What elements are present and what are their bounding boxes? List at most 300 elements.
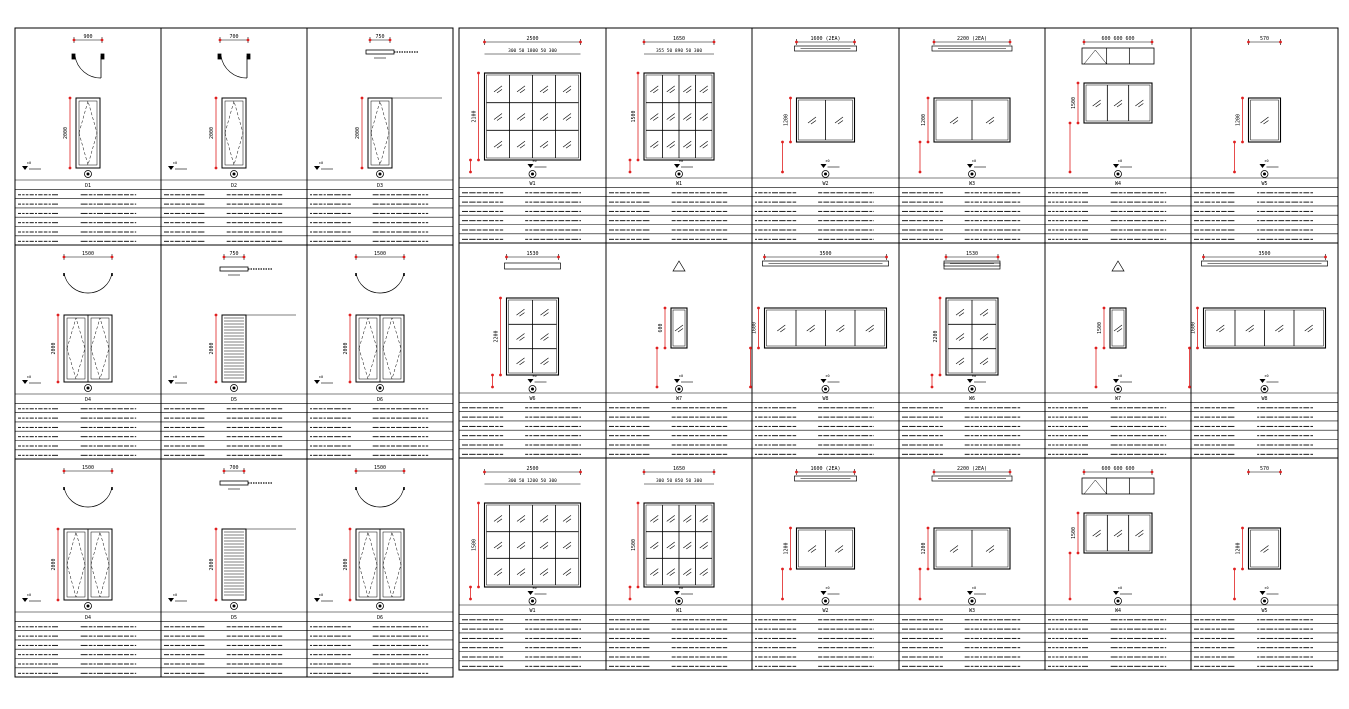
- tag-dot: [678, 173, 681, 176]
- swing-indicator: [225, 101, 243, 165]
- schedule-table: [1191, 178, 1338, 243]
- glass-mark: [650, 114, 658, 120]
- door-swing: [75, 56, 101, 78]
- glass-mark: [983, 337, 988, 341]
- level-marker: [674, 374, 693, 383]
- glass-mark: [544, 313, 549, 317]
- glass-mark: [1219, 329, 1224, 333]
- dimension-point: [215, 599, 218, 602]
- glass-mark: [686, 145, 691, 149]
- glass-mark: [494, 569, 502, 575]
- window-cell-border: [752, 243, 899, 458]
- window-cell: [752, 28, 899, 243]
- dimension-point: [1202, 256, 1205, 259]
- level-marker: [967, 159, 986, 168]
- dimension-point: [919, 171, 922, 174]
- dimension-point: [499, 297, 502, 300]
- level-triangle: [528, 591, 534, 595]
- dimension-label: 700: [229, 34, 239, 40]
- dimension-point: [579, 41, 582, 44]
- window-cell: [899, 243, 1045, 458]
- glass-mark: [670, 519, 675, 523]
- level-triangle: [821, 379, 827, 383]
- glass-mark: [700, 542, 708, 548]
- level-triangle: [674, 379, 680, 383]
- glass-mark: [517, 86, 525, 92]
- dimension-point: [355, 256, 358, 259]
- jamb: [72, 54, 75, 59]
- dimension-point: [219, 39, 222, 42]
- dimension-point: [713, 41, 716, 44]
- glass-mark: [1264, 121, 1269, 125]
- tag-dot: [678, 388, 681, 391]
- level-triangle: [1113, 591, 1119, 595]
- dimension-point: [63, 256, 66, 259]
- glass-mark: [517, 515, 525, 521]
- window-cell-border: [606, 243, 752, 458]
- dimension-label: 2200 (2EA): [956, 466, 988, 472]
- schedule-table: [15, 394, 161, 459]
- glass-mark: [653, 519, 658, 523]
- glass-mark: [497, 519, 502, 523]
- window-sheet-border: [459, 28, 1338, 670]
- glass-mark: [566, 145, 571, 149]
- dimension-label: 2200: [493, 330, 500, 343]
- dimension-point: [349, 314, 352, 317]
- glass-mark: [543, 145, 548, 149]
- dimension-point: [477, 586, 480, 589]
- dimension-point: [1241, 568, 1244, 571]
- glass-mark: [517, 141, 525, 147]
- glass-mark: [807, 325, 815, 331]
- window-cell: [606, 243, 752, 458]
- plan-sill: [505, 263, 561, 269]
- dimension-label: 1200: [783, 113, 790, 127]
- glass-mark: [653, 546, 658, 550]
- schedule-table: [899, 605, 1045, 670]
- glass-mark: [520, 89, 525, 93]
- dimension-point: [1188, 386, 1191, 389]
- schedule-table: [307, 394, 453, 459]
- tag-dot: [233, 173, 236, 176]
- dimension-label: 1600 (2EA): [810, 36, 841, 42]
- door-panel: [67, 532, 85, 597]
- dimension-point: [1103, 307, 1106, 310]
- swing-indicator: [359, 318, 377, 379]
- level-label: ±0: [318, 375, 324, 379]
- dimension-point: [1069, 122, 1072, 125]
- door-cell: [15, 245, 161, 459]
- level-marker: [821, 159, 840, 168]
- glass-mark: [686, 89, 691, 93]
- dimension-label: 2000: [343, 342, 349, 355]
- level-marker: [1260, 374, 1279, 383]
- level-triangle: [168, 380, 174, 384]
- glass-mark: [777, 325, 785, 331]
- schedule-title: W5: [1261, 607, 1268, 614]
- dimension-point: [749, 347, 752, 350]
- dimension-point: [557, 256, 560, 259]
- dimension-point: [57, 599, 60, 602]
- schedule-title: W2: [822, 607, 829, 614]
- window-cell: [459, 458, 606, 670]
- window-cell: [752, 458, 899, 670]
- dimension-point: [247, 39, 250, 42]
- window-cell: [749, 243, 899, 458]
- door-swing: [356, 487, 380, 507]
- glass-mark: [563, 114, 571, 120]
- glass-mark: [700, 86, 708, 92]
- glass-mark: [950, 117, 958, 123]
- glass-mark: [520, 117, 525, 121]
- glass-mark: [540, 141, 548, 147]
- level-triangle: [1260, 591, 1266, 595]
- glass-mark: [517, 114, 525, 120]
- glass-mark: [686, 519, 691, 523]
- glass-mark: [650, 141, 658, 147]
- dimension-point: [927, 527, 930, 530]
- dimension-label: 1600: [1190, 321, 1197, 335]
- dimension-point: [1241, 527, 1244, 530]
- bay-plan: [1082, 478, 1154, 494]
- dimension-point: [215, 97, 218, 100]
- door-cell: [307, 459, 453, 677]
- glass-mark: [497, 572, 502, 576]
- dimension-point: [656, 386, 659, 389]
- dimension-point: [781, 568, 784, 571]
- dimension-point: [637, 72, 640, 75]
- glass-mark: [520, 519, 525, 523]
- glass-mark: [683, 86, 691, 92]
- glass-mark: [563, 569, 571, 575]
- dimension-label: 3500: [1258, 251, 1271, 257]
- glass-mark: [683, 141, 691, 147]
- dimension-point: [1241, 141, 1244, 144]
- schedule-title: W4: [1114, 180, 1122, 187]
- glass-mark: [1096, 534, 1101, 538]
- sub-dimension-label: 355 50 890 50 300: [655, 49, 703, 54]
- glass-mark: [517, 569, 525, 575]
- dimension-label: 2000: [51, 558, 57, 571]
- dimension-label: 1200: [921, 542, 927, 555]
- dimension-point: [369, 39, 372, 42]
- door-sheet-border: [15, 28, 453, 677]
- glass-mark: [497, 117, 502, 121]
- glass-mark: [1117, 329, 1122, 333]
- level-triangle: [22, 380, 28, 384]
- glass-mark: [808, 117, 816, 123]
- dimension-point: [215, 381, 218, 384]
- glass-mark: [563, 515, 571, 521]
- glass-mark: [983, 313, 988, 317]
- glass-mark: [667, 542, 675, 548]
- schedule-title: W5: [1261, 180, 1268, 187]
- level-triangle: [1260, 164, 1266, 168]
- door-swing: [380, 487, 404, 507]
- dimension-point: [939, 297, 942, 300]
- glass-mark: [869, 329, 874, 333]
- tag-dot: [678, 600, 681, 603]
- window-cell: [899, 458, 1045, 670]
- dimension-label: 1530: [526, 251, 539, 257]
- dimension-label: 1650: [672, 36, 686, 42]
- glass-mark: [653, 145, 658, 149]
- door-swing: [88, 487, 112, 507]
- dimension-point: [927, 568, 930, 571]
- glass-mark: [540, 542, 548, 548]
- tag-dot: [531, 388, 534, 391]
- window-cell: [1188, 243, 1338, 458]
- glass-mark: [543, 572, 548, 576]
- glass-mark: [700, 141, 708, 147]
- level-label: ±0: [532, 374, 537, 378]
- dimension-point: [491, 386, 494, 389]
- tag-dot: [971, 600, 974, 603]
- glass-mark: [650, 569, 658, 575]
- glass-mark: [1278, 329, 1283, 333]
- tag-dot: [1117, 388, 1120, 391]
- dimension-point: [1151, 471, 1154, 474]
- dimension-point: [1324, 256, 1327, 259]
- tag-dot: [233, 605, 236, 608]
- door-cell: [15, 28, 161, 245]
- dimension-point: [1069, 598, 1072, 601]
- dimension-label: 1500: [81, 251, 95, 257]
- door-cell-border: [161, 28, 307, 245]
- dimension-point: [1103, 347, 1106, 350]
- level-marker: [314, 161, 333, 170]
- schedule-title: D1: [84, 182, 92, 189]
- dimension-label: 2100: [471, 110, 478, 123]
- dimension-point: [781, 171, 784, 174]
- dimension-point: [885, 256, 888, 259]
- glass-mark: [839, 329, 844, 333]
- schedule-table: [1045, 393, 1191, 458]
- level-triangle: [1113, 164, 1119, 168]
- dimension-point: [933, 41, 936, 44]
- door-swing: [64, 487, 88, 507]
- schedule-table: [1045, 605, 1191, 670]
- door-frame: [76, 98, 100, 168]
- sub-dimension-label: 300 50 1200 50 300: [508, 479, 557, 484]
- dimension-label: 570: [1259, 466, 1270, 472]
- tag-dot: [379, 173, 382, 176]
- tag-dot: [233, 387, 236, 390]
- glass-mark: [700, 569, 708, 575]
- dimension-point: [477, 72, 480, 75]
- schedule-table: [15, 612, 161, 677]
- level-triangle: [314, 166, 320, 170]
- dimension-point: [361, 97, 364, 100]
- level-label: ±0: [971, 586, 977, 590]
- dimension-point: [1188, 347, 1191, 350]
- glass-mark: [678, 329, 683, 333]
- dimension-label: 570: [1259, 36, 1270, 42]
- schedule-table: [15, 180, 161, 245]
- dimension-label: 600 600 600: [1101, 36, 1135, 42]
- schedule-title: D2: [230, 182, 238, 189]
- dimension-point: [1095, 347, 1098, 350]
- level-marker: [22, 375, 41, 384]
- glass-mark: [1114, 100, 1122, 106]
- dimension-point: [215, 167, 218, 170]
- dimension-point: [1233, 598, 1236, 601]
- glass-mark: [517, 542, 525, 548]
- level-triangle: [821, 591, 827, 595]
- glass-mark: [670, 546, 675, 550]
- glass-mark: [686, 572, 691, 576]
- door-cell-border: [15, 28, 161, 245]
- glass-mark: [667, 569, 675, 575]
- level-label: ±0: [532, 586, 537, 590]
- glass-mark: [494, 114, 502, 120]
- glass-mark: [543, 546, 548, 550]
- dimension-point: [69, 167, 72, 170]
- dimension-point: [931, 374, 934, 377]
- dimension-point: [931, 386, 934, 389]
- swing-indicator: [91, 532, 109, 597]
- schedule-table: [1045, 178, 1191, 243]
- glass-mark: [543, 89, 548, 93]
- dimension-label: 700: [229, 465, 239, 471]
- level-triangle: [967, 164, 973, 168]
- schedule-table: [307, 180, 453, 245]
- level-triangle: [168, 166, 174, 170]
- glass-mark: [540, 515, 548, 521]
- glass-mark: [670, 145, 675, 149]
- glass-mark: [540, 569, 548, 575]
- dimension-point: [1009, 471, 1012, 474]
- glass-mark: [703, 89, 708, 93]
- glass-mark: [520, 572, 525, 576]
- dimension-label: 2200: [933, 330, 939, 343]
- tag-dot: [971, 173, 974, 176]
- glass-mark: [835, 117, 843, 123]
- glass-mark: [650, 542, 658, 548]
- dimension-point: [361, 167, 364, 170]
- window-cell-border: [1045, 243, 1191, 458]
- schedule-table: [1191, 393, 1338, 458]
- level-marker: [168, 375, 187, 384]
- level-label: ±0: [1117, 374, 1123, 378]
- glass-mark: [653, 117, 658, 121]
- window-cell: [1045, 28, 1191, 243]
- dimension-point: [757, 307, 760, 310]
- glass-mark: [703, 117, 708, 121]
- dimension-point: [664, 307, 667, 310]
- glass-mark: [703, 546, 708, 550]
- level-label: ±0: [26, 375, 32, 379]
- glass-mark: [494, 515, 502, 521]
- level-marker: [1113, 374, 1132, 383]
- dimension-point: [223, 256, 226, 259]
- glass-mark: [543, 117, 548, 121]
- dimension-point: [629, 159, 632, 162]
- dimension-point: [477, 159, 480, 162]
- dimension-point: [664, 347, 667, 350]
- level-label: ±0: [172, 161, 178, 165]
- dimension-label: 1500: [373, 251, 387, 257]
- level-triangle: [22, 598, 28, 602]
- dimension-label: 1600 (2EA): [810, 466, 841, 472]
- glass-mark: [683, 114, 691, 120]
- level-triangle: [528, 164, 534, 168]
- glass-mark: [675, 325, 683, 331]
- level-label: ±0: [1117, 159, 1123, 163]
- dimension-point: [939, 374, 942, 377]
- level-marker: [1113, 159, 1132, 168]
- glass-mark: [497, 546, 502, 550]
- dimension-label: 2000: [343, 558, 349, 571]
- glass-mark: [520, 337, 525, 341]
- glass-mark: [986, 546, 994, 552]
- schedule-table: [459, 605, 606, 670]
- glass-mark: [810, 329, 815, 333]
- dimension-point: [749, 386, 752, 389]
- glass-mark: [1275, 325, 1283, 331]
- glass-mark: [1138, 104, 1143, 108]
- glass-mark: [540, 114, 548, 120]
- glass-mark: [1096, 104, 1101, 108]
- level-triangle: [168, 598, 174, 602]
- dimension-point: [1279, 471, 1282, 474]
- tag-dot: [824, 173, 827, 176]
- sub-dimension-label: 300 50 850 50 300: [655, 479, 703, 484]
- dimension-label: 1500: [1071, 96, 1077, 110]
- dimension-point: [63, 470, 66, 473]
- level-triangle: [674, 164, 680, 168]
- dimension-point: [215, 528, 218, 531]
- bay-plan: [1082, 48, 1154, 64]
- dimension-point: [1233, 141, 1236, 144]
- door-frame: [222, 98, 246, 168]
- level-label: ±0: [678, 586, 684, 590]
- dimension-label: 1200: [1235, 113, 1242, 127]
- dimension-point: [1233, 568, 1236, 571]
- schedule-table: [752, 605, 899, 670]
- swing-indicator: [67, 532, 85, 597]
- glass-mark: [686, 546, 691, 550]
- schedule-title: D5: [230, 614, 238, 621]
- dimension-point: [919, 568, 922, 571]
- dimension-label: 1500: [373, 465, 387, 471]
- dimension-point: [57, 314, 60, 317]
- glass-mark: [1114, 325, 1122, 331]
- door-panel: [359, 318, 377, 379]
- level-label: ±0: [825, 374, 830, 378]
- dimension-point: [781, 141, 784, 144]
- glass-mark: [494, 86, 502, 92]
- level-triangle: [1113, 379, 1119, 383]
- level-triangle: [22, 166, 28, 170]
- glass-mark: [811, 549, 816, 553]
- glass-mark: [520, 361, 525, 365]
- level-marker: [168, 593, 187, 602]
- door-panel: [383, 318, 401, 379]
- glass-mark: [566, 117, 571, 121]
- level-triangle: [314, 380, 320, 384]
- dimension-label: 900: [83, 34, 93, 40]
- level-marker: [1260, 159, 1279, 168]
- swing-indicator: [91, 318, 109, 379]
- door-cell-border: [161, 245, 307, 459]
- tag-dot: [87, 605, 90, 608]
- tag-dot: [1263, 173, 1266, 176]
- dimension-point: [1069, 171, 1072, 174]
- dimension-point: [1083, 41, 1086, 44]
- swing-indicator: [371, 101, 389, 165]
- dimension-point: [243, 256, 246, 259]
